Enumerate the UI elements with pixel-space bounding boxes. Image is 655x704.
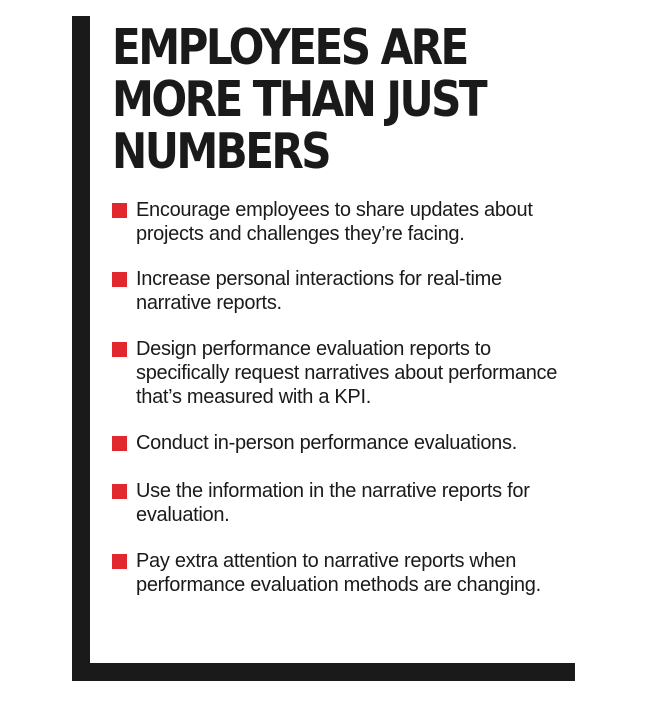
headline: EMPLOYEES ARE MORE THAN JUST NUMBERS (112, 19, 486, 180)
tip-text: Conduct in-person performance evaluations. (136, 432, 517, 454)
red-square-bullet-icon (112, 554, 127, 569)
red-square-bullet-icon (112, 272, 127, 287)
red-square-bullet-icon (112, 342, 127, 357)
red-square-bullet-icon (112, 484, 127, 499)
list-item (112, 549, 582, 597)
list-item (112, 198, 582, 246)
tip-text: Encourage employees to share updates about projects and challenges they’re facing. (136, 199, 533, 245)
list-item (112, 337, 582, 409)
list-item (112, 267, 582, 315)
left-border-rule (72, 16, 90, 681)
list-item (112, 431, 582, 455)
tip-text: Increase personal interactions for real-time narrative reports. (136, 268, 502, 314)
tip-text: Use the information in the narrative reports for evaluation. (136, 480, 530, 526)
bottom-border-rule (72, 663, 575, 681)
red-square-bullet-icon (112, 203, 127, 218)
red-square-bullet-icon (112, 436, 127, 451)
tip-text: Pay extra attention to narrative reports when performance evaluation methods are changing. (136, 550, 541, 596)
tip-text: Design performance evaluation reports to specifically request narratives about performance that’s measured with a KPI. (136, 338, 558, 408)
list-item (112, 479, 582, 527)
tips-list (112, 198, 582, 618)
